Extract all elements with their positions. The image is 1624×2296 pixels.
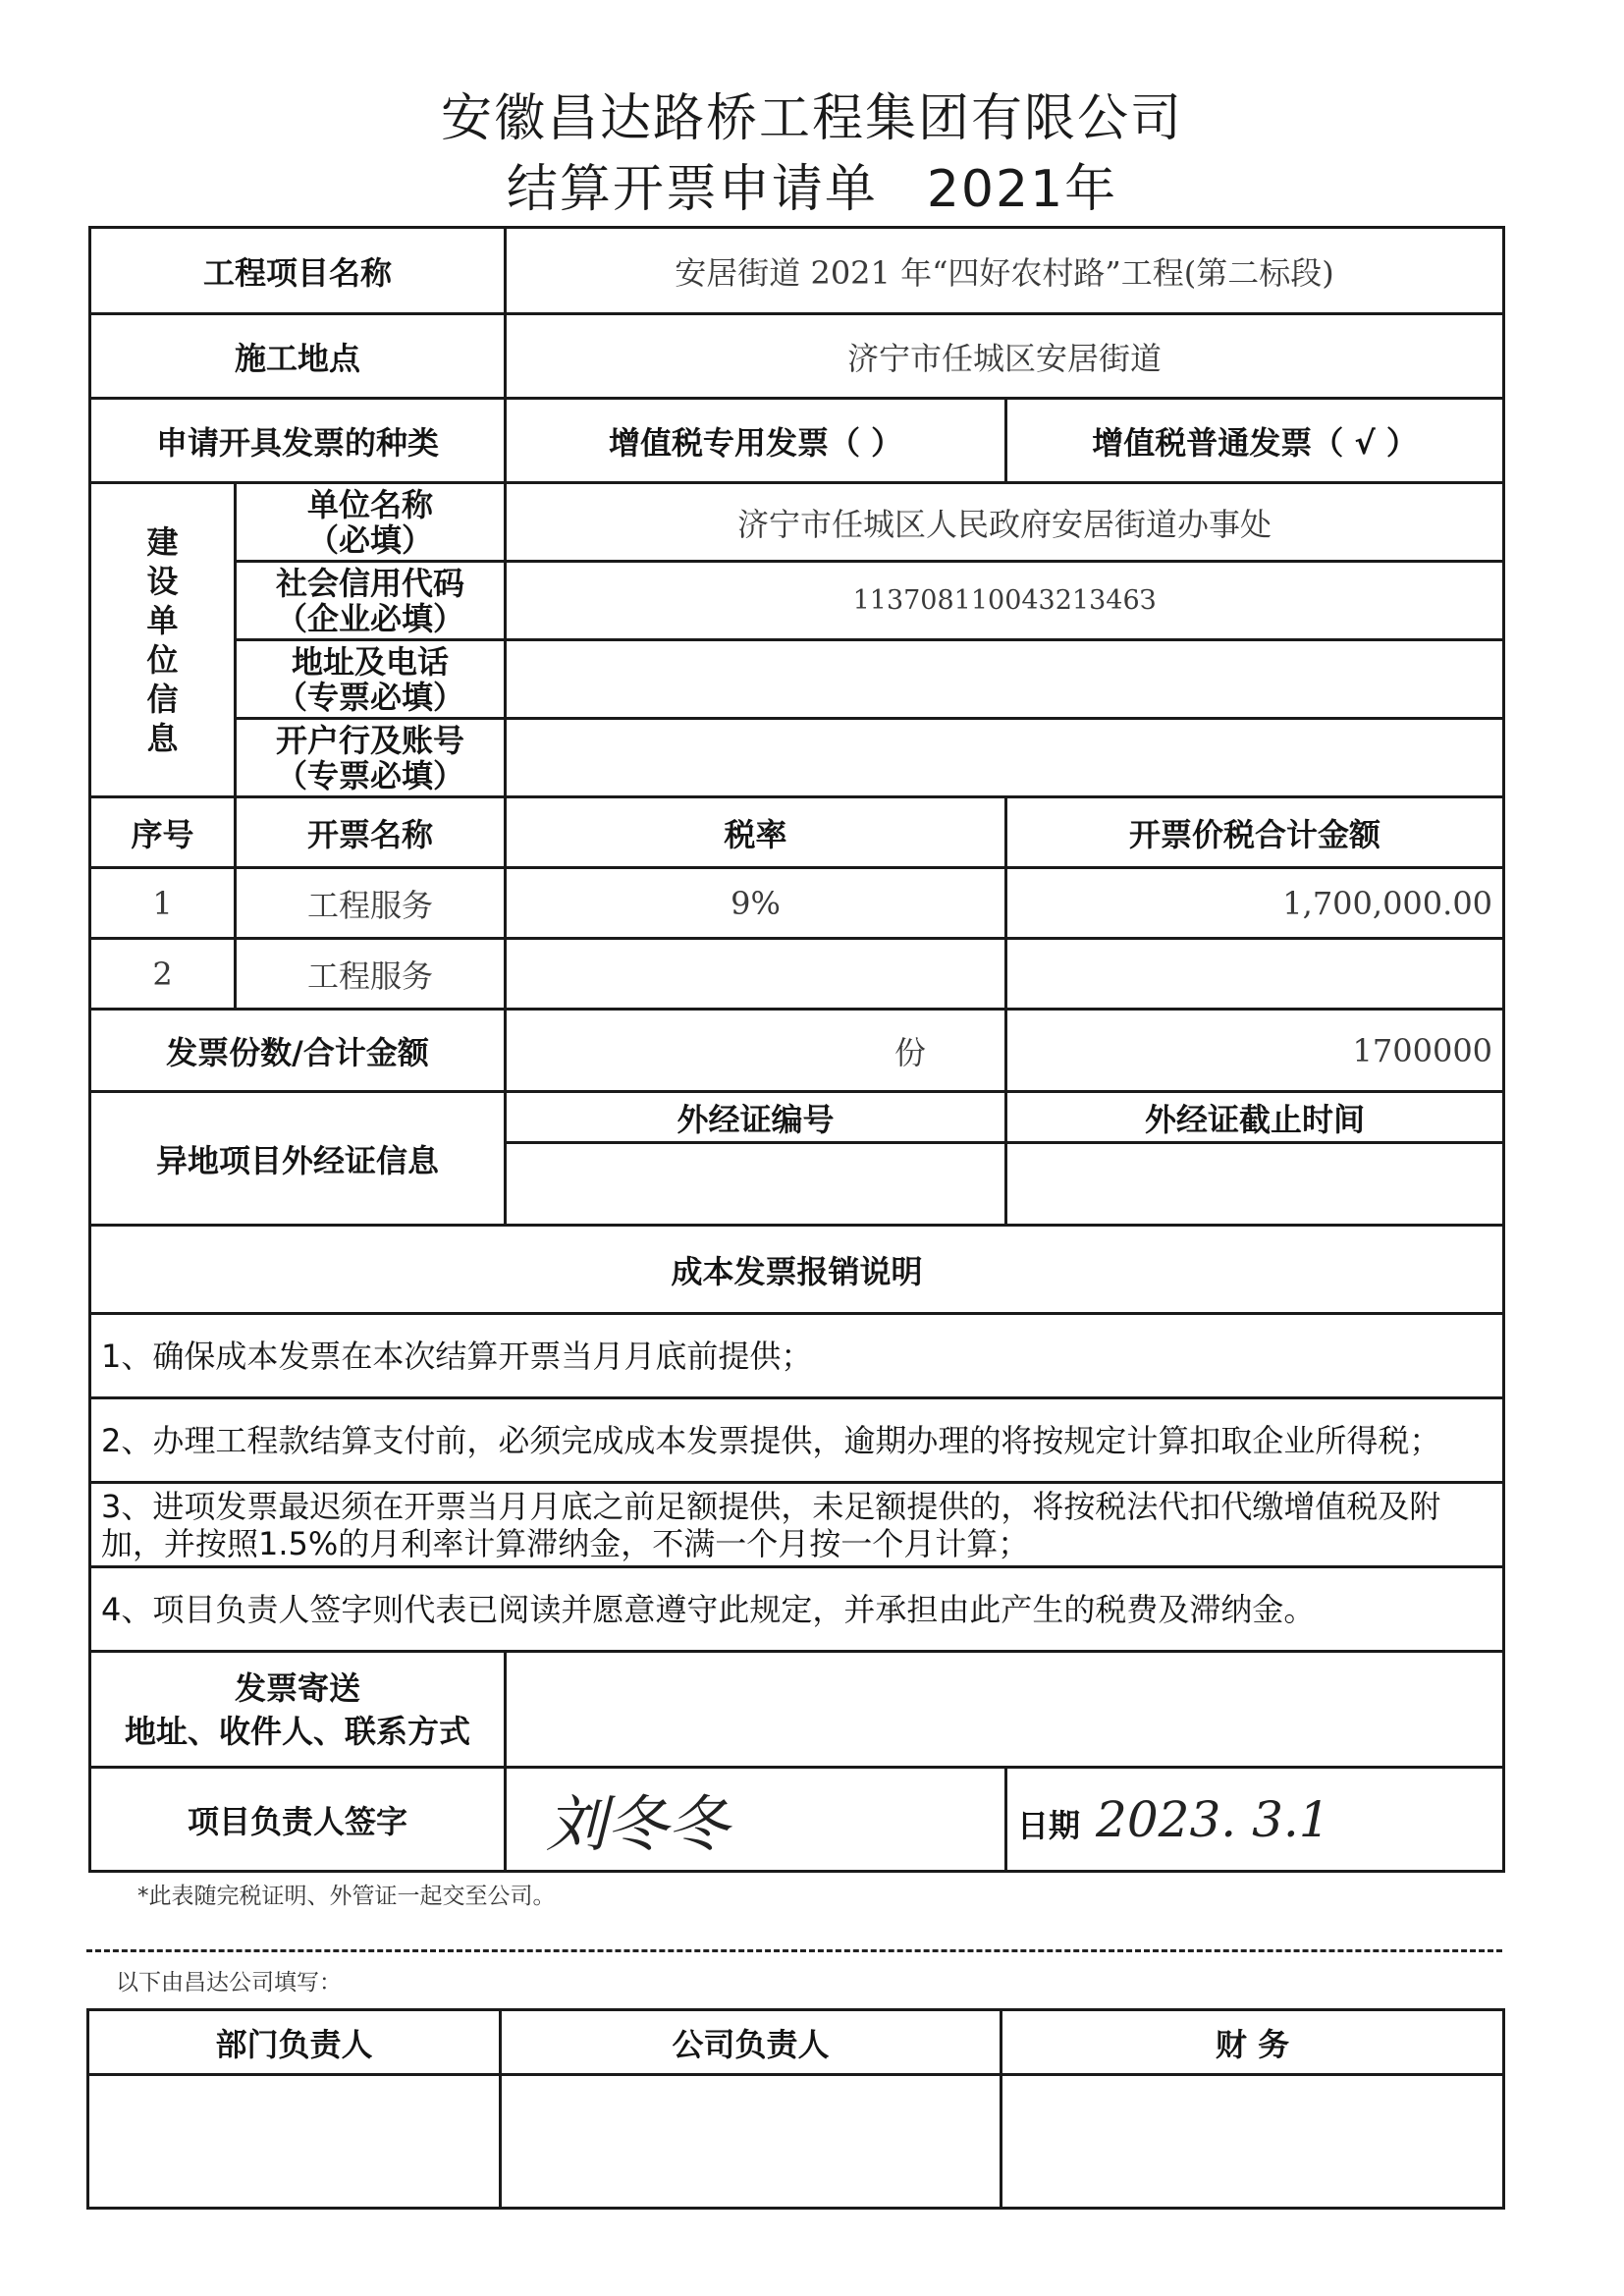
company-head-header: 公司负责人 xyxy=(501,2010,1001,2075)
item-no: 1 xyxy=(90,868,236,939)
credit-code-label-note: （企业必填） xyxy=(276,599,465,637)
footnote: *此表随完税证明、外管证一起交至公司。 xyxy=(137,1884,556,1909)
total-amount[interactable]: 1700000 xyxy=(1006,1010,1504,1092)
notes-title: 成本发票报销说明 xyxy=(90,1226,1504,1314)
items-header-row xyxy=(90,797,1504,868)
totals-label: 发票份数/合计金额 xyxy=(90,1010,506,1092)
address-label-note: （专票必填） xyxy=(276,678,465,716)
bank-label-text: 开户行及账号 xyxy=(276,721,465,759)
cert-deadline-value[interactable] xyxy=(1006,1143,1504,1226)
signature-handwriting: 刘冬冬 xyxy=(546,1788,730,1860)
address-label-text: 地址及电话 xyxy=(292,642,450,681)
builder-char-4: 位 xyxy=(146,640,179,679)
col-header-no: 序号 xyxy=(90,797,236,868)
invoice-type-row xyxy=(90,399,1504,483)
address-row xyxy=(90,640,1504,719)
unit-name-value[interactable]: 济宁市任城区人民政府安居街道办事处 xyxy=(506,483,1504,562)
mailing-row xyxy=(90,1652,1504,1768)
site-value[interactable]: 济宁市任城区安居街道 xyxy=(506,314,1504,399)
project-name-value[interactable]: 安居街道 2021 年“四好农村路”工程(第二标段) xyxy=(506,228,1504,314)
project-name-row xyxy=(90,228,1504,314)
item-row xyxy=(90,868,1504,939)
company-title: 安徽昌达路桥工程集团有限公司 xyxy=(440,89,1183,148)
col-header-amount: 开票价税合计金额 xyxy=(1006,797,1504,868)
special-invoice-option[interactable]: 增值税专用发票（ ） xyxy=(506,399,1006,483)
date-field[interactable] xyxy=(1006,1768,1504,1872)
builder-section-label xyxy=(90,483,236,797)
item-name[interactable]: 工程服务 xyxy=(236,868,506,939)
credit-code-label xyxy=(236,562,506,640)
item-row xyxy=(90,939,1504,1010)
address-value[interactable] xyxy=(506,640,1504,719)
cert-deadline-label: 外经证截止时间 xyxy=(1006,1092,1504,1143)
builder-char-1: 建 xyxy=(146,522,179,561)
cut-line xyxy=(86,1949,1502,1952)
note-item: 2、办理工程款结算支付前，必须完成成本发票提供，逾期办理的将按规定计算扣取企业所得税； xyxy=(90,1398,1504,1483)
company-head-sign-cell[interactable] xyxy=(501,2075,1001,2209)
invoice-copies[interactable]: 份 xyxy=(506,1010,1006,1092)
address-label xyxy=(236,640,506,719)
site-label: 施工地点 xyxy=(90,314,506,399)
company-fill-note: 以下由昌达公司填写： xyxy=(116,1970,342,1995)
credit-code-row xyxy=(90,562,1504,640)
form-title-text: 结算开票申请单 xyxy=(506,160,878,219)
approval-table xyxy=(86,2008,1505,2210)
credit-code-label-text: 社会信用代码 xyxy=(276,564,465,602)
note-item: 4、项目负责人签字则代表已阅读并愿意遵守此规定，并承担由此产生的税费及滞纳金。 xyxy=(90,1567,1504,1652)
builder-char-5: 信 xyxy=(146,680,179,718)
normal-invoice-option[interactable]: 增值税普通发票（ √ ） xyxy=(1006,399,1504,483)
builder-char-6: 息 xyxy=(146,719,179,757)
note-row xyxy=(90,1483,1504,1567)
form-title xyxy=(0,147,1624,221)
signature-label: 项目负责人签字 xyxy=(90,1768,506,1872)
application-form-table xyxy=(88,226,1505,1873)
invoice-type-label: 申请开具发票的种类 xyxy=(90,399,506,483)
finance-header: 财 务 xyxy=(1001,2010,1504,2075)
date-handwriting: 2023. 3.1 xyxy=(1096,1790,1330,1848)
note-row xyxy=(90,1314,1504,1398)
item-amount[interactable]: 1,700,000.00 xyxy=(1006,868,1504,939)
bank-value[interactable] xyxy=(506,719,1504,797)
item-name[interactable]: 工程服务 xyxy=(236,939,506,1010)
signature-row xyxy=(90,1768,1504,1872)
mailing-label-line1: 发票寄送 xyxy=(235,1668,361,1707)
dept-head-header: 部门负责人 xyxy=(88,2010,501,2075)
signature-field[interactable] xyxy=(506,1768,1006,1872)
note-row xyxy=(90,1567,1504,1652)
credit-code-value[interactable]: 11370811004321346З xyxy=(506,562,1504,640)
mailing-label-line2: 地址、收件人、联系方式 xyxy=(125,1712,471,1750)
offsite-header-row xyxy=(90,1092,1504,1143)
totals-row xyxy=(90,1010,1504,1092)
note-item: 1、确保成本发票在本次结算开票当月月底前提供； xyxy=(90,1314,1504,1398)
site-row xyxy=(90,314,1504,399)
approval-sign-row xyxy=(88,2075,1504,2209)
bank-row xyxy=(90,719,1504,797)
builder-unit-row xyxy=(90,483,1504,562)
builder-char-2: 设 xyxy=(146,562,179,600)
col-header-name: 开票名称 xyxy=(236,797,506,868)
offsite-label: 异地项目外经证信息 xyxy=(90,1092,506,1226)
dept-head-sign-cell[interactable] xyxy=(88,2075,501,2209)
item-rate[interactable] xyxy=(506,939,1006,1010)
item-rate[interactable]: 9% xyxy=(506,868,1006,939)
unit-name-label-text: 单位名称 xyxy=(307,485,434,523)
project-name-label: 工程项目名称 xyxy=(90,228,506,314)
col-header-rate: 税率 xyxy=(506,797,1006,868)
bank-label xyxy=(236,719,506,797)
form-year: 2021年 xyxy=(926,160,1118,219)
cert-no-label: 外经证编号 xyxy=(506,1092,1006,1143)
finance-sign-cell[interactable] xyxy=(1001,2075,1504,2209)
item-amount[interactable] xyxy=(1006,939,1504,1010)
item-no: 2 xyxy=(90,939,236,1010)
unit-name-label xyxy=(236,483,506,562)
mailing-value[interactable] xyxy=(506,1652,1504,1768)
date-label: 日期 xyxy=(1017,1806,1081,1844)
bank-label-note: （专票必填） xyxy=(276,756,465,794)
mailing-label xyxy=(90,1652,506,1768)
note-item: 3、进项发票最迟须在开票当月月底之前足额提供，未足额提供的，将按税法代扣代缴增值税及附加，并按照1.5%的月利率计算滞纳金，不满一个月按一个月计算； xyxy=(90,1483,1504,1567)
unit-name-label-note: （必填） xyxy=(307,520,434,559)
notes-title-row xyxy=(90,1226,1504,1314)
builder-char-3: 单 xyxy=(146,601,179,639)
approval-header-row xyxy=(88,2010,1504,2075)
note-row xyxy=(90,1398,1504,1483)
cert-no-value[interactable] xyxy=(506,1143,1006,1226)
